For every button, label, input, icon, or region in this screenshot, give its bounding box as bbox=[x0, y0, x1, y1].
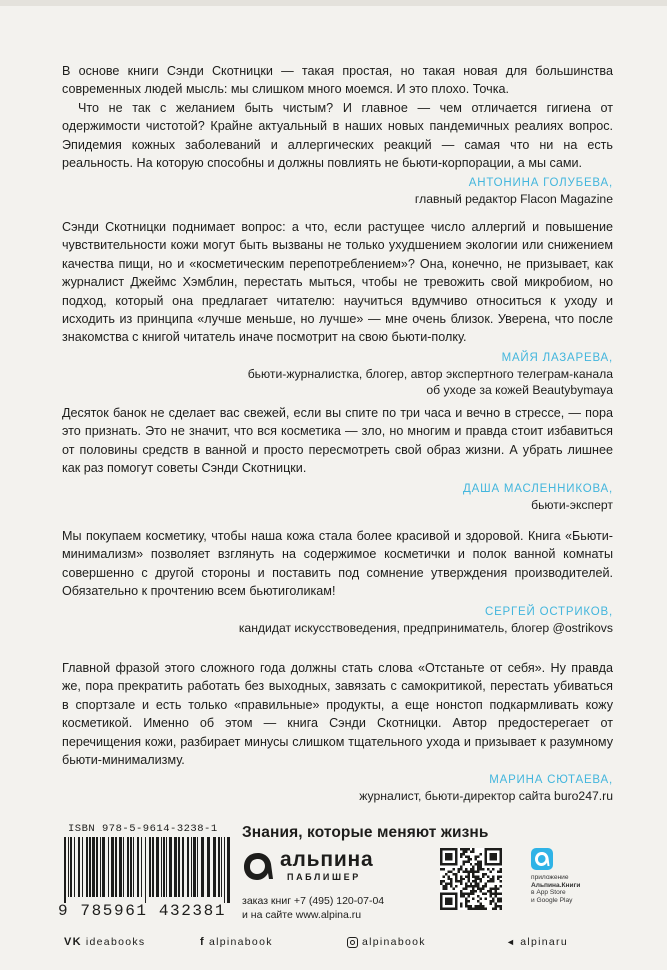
review-paragraph: Сэнди Скотницки поднимает вопрос: а что, если растущее число аллергий и повышение чувствительности кожи могут быть вызваны не только ухудшением экологии или снижением качества пищи, но и «косметическим перепотреблением»? Она, конечно, не призывает, как журналист Джеймс Хэмблин, перестать мыться, чтобы не тревожить свой микробиом, но подход, который она предлагает читателю: научиться вдумчиво относиться к уходу и исходить из принципа «лучше меньше, но лучше» — мне очень близок. Уверена, что после знакомства с книгой читатель иначе посмотрит на свою бьюти-полку. bbox=[62, 220, 613, 345]
review-paragraph: Главной фразой этого сложного года должны стать слова «Отстаньте от себя». Ну правда же, пора прекратить работать без выходных, завязать с самокритикой, перестать убиваться в спортзале и есть только «правильные» продукты, а еще нонстоп подкармливать кожу косметикой. Именно об этом — книга Сэнди Скотницки. Автор предостерегает от перечищения кожи, разбирает минусы слишком тщательного ухода и призывает к разумному бьюти-минимализму. bbox=[62, 661, 613, 768]
review-ostrikov bbox=[62, 527, 613, 636]
publisher-slogan: Знания, которые меняют жизнь bbox=[242, 824, 489, 841]
review-paragraph: Мы покупаем косметику, чтобы наша кожа стала более красивой и здоровой. Книга «Бьюти-минимализм» позволяет взглянуть на содержимое косметички и полок ванной комнаты совершенно с другой стороны и поставить под сомнение утверждения производителей. Обязательно к прочтению всем бьютиголикам! bbox=[62, 529, 613, 599]
app-caption-line: в App Store bbox=[531, 889, 566, 897]
social-vk bbox=[64, 936, 145, 948]
review-author-role: кандидат искусствоведения, предприниматель, блогер @ostrikovs bbox=[238, 620, 613, 635]
review-lazareva bbox=[62, 218, 613, 399]
social-handle: alpinaru bbox=[520, 936, 568, 948]
isbn-label: ISBN 978-5-9614-3238-1 bbox=[68, 823, 218, 835]
instagram-icon bbox=[347, 937, 358, 948]
top-edge bbox=[0, 0, 667, 6]
review-paragraph: В основе книги Сэнди Скотницки — такая простая, но такая новая для большинства современных людей мысль: мы слишком много моемся. И это плохо. Точка. bbox=[62, 64, 613, 97]
social-handle: alpinabook bbox=[208, 936, 273, 948]
review-paragraph: Что не так с желанием быть чистым? И главное — чем отличается гигиена от одержимости чистотой? Крайне актуальный в наших новых пандемичных реалиях вопрос. Эпидемия кожных заболеваний и аллергических реакций — самая что ни на есть реальность. На которую способны и должны повлиять не бьюти-корпорации, а мы сами. bbox=[62, 100, 613, 171]
app-caption-line: Альпина.Книги bbox=[531, 881, 581, 889]
app-caption-line: приложение bbox=[531, 874, 569, 881]
review-maslennikova bbox=[62, 404, 613, 513]
review-author: МАЙЯ ЛАЗАРЕВА, bbox=[501, 351, 613, 364]
order-site: и на сайте www.alpina.ru bbox=[242, 909, 362, 921]
app-caption-line: и Google Play bbox=[531, 896, 573, 904]
publisher-name: альпина bbox=[280, 848, 374, 871]
telegram-icon: ◄ bbox=[506, 937, 517, 947]
review-author: СЕРГЕЙ ОСТРИКОВ, bbox=[484, 605, 613, 618]
review-author-role: бьюти-журналистка, блогер, автор экспертного телеграм-канала bbox=[247, 366, 613, 381]
alpina-logo-icon bbox=[242, 850, 274, 882]
order-phone: заказ книг +7 (495) 120-07-04 bbox=[242, 895, 385, 907]
review-author-role: главный редактор Flacon Magazine bbox=[414, 192, 613, 207]
publisher-subname: ПАБЛИШЕР bbox=[287, 872, 361, 882]
alpina-app-icon bbox=[531, 848, 553, 870]
social-handle: ideabooks bbox=[85, 936, 146, 948]
isbn-barcode bbox=[60, 837, 232, 903]
review-author: МАРИНА СЮТАЕВА, bbox=[489, 774, 613, 787]
social-handle: alpinabook bbox=[362, 936, 426, 948]
social-telegram bbox=[506, 936, 568, 948]
review-author-role: об уходе за кожей Beautybymaya bbox=[426, 383, 613, 398]
review-author-role: журналист, бьюти-директор сайта buro247.ru bbox=[359, 789, 613, 804]
social-facebook bbox=[200, 936, 273, 948]
barcode-digits: 9 785961 432381 bbox=[58, 902, 227, 920]
social-instagram bbox=[347, 936, 426, 948]
review-author: ДАША МАСЛЕННИКОВА, bbox=[463, 482, 613, 495]
qr-code bbox=[440, 848, 502, 910]
facebook-icon: f bbox=[200, 936, 205, 948]
review-author-role: бьюти-эксперт bbox=[531, 497, 613, 512]
review-author: АНТОНИНА ГОЛУБЕВА, bbox=[468, 177, 613, 190]
vk-icon: VK bbox=[64, 936, 82, 948]
review-golubeva bbox=[62, 62, 613, 208]
review-syutaeva bbox=[62, 659, 613, 805]
review-paragraph: Десяток банок не сделает вас свежей, если вы спите по три часа и вечно в стрессе, — пора это признать. Это не значит, что вся косметика — зло, но многим и правда стоит избавиться от половины средств в ванной и просто пересмотреть свой образ жизни. А убрать лишнее как раз помогут советы Сэнди Скотницки. bbox=[62, 406, 613, 476]
